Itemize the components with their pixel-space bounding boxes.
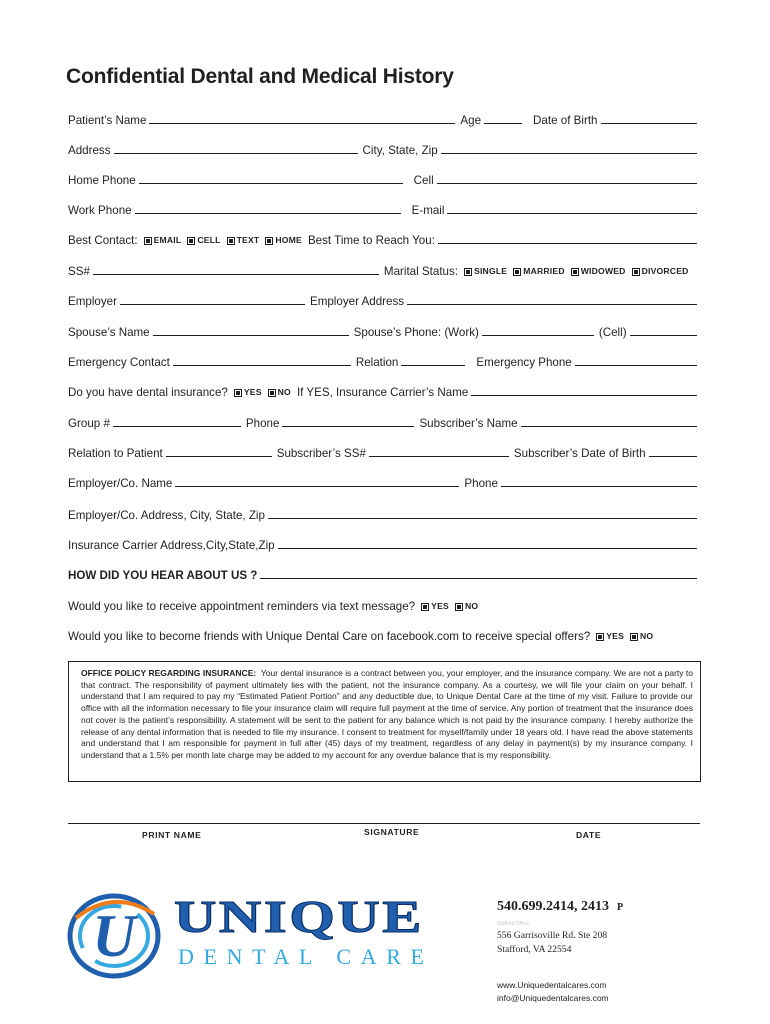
row-emergency [68,353,701,369]
field-cell[interactable] [437,183,697,184]
signature-label: SIGNATURE [364,827,420,837]
checkbox-married[interactable] [513,268,521,276]
checkbox-email[interactable] [144,237,152,245]
field-carrier-name[interactable] [471,395,697,396]
label-facebook: Would you like to become friends with Unique Dental Care on facebook.com to receive special offers? [68,630,591,643]
insurance-policy-box [68,661,701,782]
label-cell: Cell [413,174,434,187]
field-emergency-contact[interactable] [173,365,351,366]
label-employer-co-name: Employer/Co. Name [68,477,173,490]
label-subscriber-dob: Subscriber’s Date of Birth [513,447,646,460]
label-patient-name: Patient’s Name [68,114,147,127]
field-employer[interactable] [120,304,305,305]
label-group: Group # [68,417,110,430]
row-home-phone [68,171,701,187]
phone-suffix: P [617,902,624,913]
checkbox-divorced[interactable] [632,268,640,276]
label-marital-status: Marital Status: [383,265,459,278]
row-hear-about [68,566,701,582]
row-address [68,141,701,157]
checkbox-text[interactable] [227,237,235,245]
field-patient-name[interactable] [149,123,455,124]
website-link[interactable]: www.Uniquedentalcares.com [497,980,607,990]
checkbox-text-no[interactable] [455,603,463,611]
field-hear-about[interactable] [260,578,697,579]
field-age[interactable] [484,123,522,124]
field-subscriber-name[interactable] [521,426,697,427]
label-ssn: SS# [68,265,90,278]
label-spouse-phone-work: Spouse’s Phone: (Work) [353,326,479,339]
checkbox-single[interactable] [464,268,472,276]
label-spouse-name: Spouse’s Name [68,326,150,339]
page-title: Confidential Dental and Medical History [66,65,454,88]
label-emergency-phone: Emergency Phone [476,356,572,369]
checkbox-facebook-no[interactable] [630,633,638,641]
label-emergency-contact: Emergency Contact [68,356,170,369]
option-cell: CELL [197,235,221,245]
row-ssn [68,262,701,278]
field-relation-to-patient[interactable] [166,456,272,457]
faint-office-text: Stafford Office [497,921,529,927]
option-email: EMAIL [153,235,182,245]
label-employer-address: Employer Address [309,295,405,308]
option-text-no: NO [464,601,479,611]
label-address: Address [68,144,111,157]
row-facebook [68,627,701,643]
option-facebook-yes: YES [606,631,625,641]
logo-title-unique: UNIQUE [174,891,424,942]
label-email: E-mail [411,204,445,217]
policy-heading: OFFICE POLICY REGARDING INSURANCE: [81,668,257,678]
label-subscriber-ssn: Subscriber’s SS# [276,447,366,460]
row-relation-to-patient [68,444,701,460]
field-dob[interactable] [601,123,698,124]
field-work-phone[interactable] [135,213,401,214]
field-address[interactable] [114,153,358,154]
label-insurance-phone: Phone [245,417,280,430]
option-text: TEXT [236,235,260,245]
option-facebook-no: NO [640,631,654,641]
row-work-phone [68,201,701,217]
date-label: DATE [576,830,602,840]
label-age: Age [460,114,482,127]
label-text-reminders: Would you like to receive appointment reminders via text message? [68,600,416,613]
label-employer-co-phone: Phone [464,477,498,490]
field-spouse-phone-cell[interactable] [630,335,697,336]
label-home-phone: Home Phone [68,174,136,187]
field-home-phone[interactable] [139,183,403,184]
field-carrier-address[interactable] [278,548,697,549]
field-spouse-name[interactable] [153,335,349,336]
field-emergency-phone[interactable] [575,365,697,366]
field-subscriber-ssn[interactable] [369,456,509,457]
field-best-time[interactable] [438,243,697,244]
logo-subtitle: DENTAL CARE [178,944,424,969]
row-patient [68,111,701,127]
label-hear-about: HOW DID YOU HEAR ABOUT US ? [68,569,258,582]
row-spouse [68,323,701,339]
field-group[interactable] [113,426,241,427]
checkbox-widowed[interactable] [571,268,579,276]
label-city-state-zip: City, State, Zip [362,144,438,157]
option-insurance-yes: YES [243,387,262,397]
checkbox-facebook-yes[interactable] [596,633,604,641]
office-phone[interactable]: 540.699.2414, 2413 [497,899,609,914]
label-dental-insurance: Do you have dental insurance? [68,386,228,399]
row-employer-co [68,474,701,490]
label-best-contact: Best Contact: [68,234,138,247]
option-single: SINGLE [474,266,508,276]
option-divorced: DIVORCED [641,266,689,276]
label-relation: Relation [355,356,399,369]
field-insurance-phone[interactable] [282,426,414,427]
email-link[interactable]: info@Uniquedentalcares.com [497,993,609,1003]
option-insurance-no: NO [277,387,291,397]
label-relation-to-patient: Relation to Patient [68,447,163,460]
option-widowed: WIDOWED [580,266,626,276]
row-carrier-address [68,536,701,552]
field-employer-co-name[interactable] [175,486,459,487]
label-best-time: Best Time to Reach You: [307,234,435,247]
field-employer-co-phone[interactable] [501,486,697,487]
field-subscriber-dob[interactable] [649,456,697,457]
policy-body: Your dental insurance is a contract between you, your employer, and the insurance company. We are not a party to that contract. The responsibility of payment ultimately lies with the patient, not the insurance company. As a courtesy, we will file your claim on your behalf. I understand that I am required to pay my “Estimated Patient Portion” and any deductible due, to Unique Dental Care at the time of my visit. Failure to provide our office with all the information necessary to file your insurance claim will require full payment at the time of service. Any portion of treatment that the insurance does not cover is the patient’s responsibility. A statement will be sent to the patient for any balance which is not paid by the insurance company. I hereby authorize the release of any dental information that is needed to file my insurance. I consent to treatment for myself/family under 18 years old. I have read the above statements and understand that I am responsible for payment in full after (45) days of my treatment, regardless of any delay in payment(s) by my insurance company. I understand that a 1.5% per month late charge may be added to my account for any overdue balance that is my responsibility. [81,668,694,760]
unique-dental-care-logo [62,884,432,984]
label-dob: Date of Birth [533,114,598,127]
option-married: MARRIED [523,266,565,276]
checkbox-text-yes[interactable] [421,603,429,611]
label-employer: Employer [68,295,117,308]
label-carrier-name: If YES, Insurance Carrier’s Name [296,386,469,399]
checkbox-cell[interactable] [187,237,195,245]
checkbox-insurance-yes[interactable] [234,389,242,397]
logo-monogram: U [92,903,136,969]
contact-block [497,897,623,1005]
option-home: HOME [275,235,302,245]
signature-line[interactable] [68,823,700,824]
row-best-contact [68,231,701,247]
option-text-yes: YES [431,601,449,611]
address-street: 556 Garrisoville Rd. Ste 208 [497,930,608,941]
checkbox-home[interactable] [265,237,273,245]
address-city: Stafford, VA 22554 [497,944,572,955]
row-employer [68,292,701,308]
label-subscriber-name: Subscriber’s Name [419,417,518,430]
label-employer-co-address: Employer/Co. Address, City, State, Zip [68,509,265,522]
field-city-state-zip[interactable] [441,153,697,154]
label-carrier-address: Insurance Carrier Address,City,State,Zip [68,539,275,552]
row-group [68,414,701,430]
label-spouse-phone-cell: (Cell) [598,326,627,339]
field-email[interactable] [447,213,697,214]
print-name-label: PRINT NAME [142,830,202,840]
checkbox-insurance-no[interactable] [268,389,276,397]
label-work-phone: Work Phone [68,204,132,217]
row-employer-co-address [68,506,701,522]
row-text-reminders [68,597,701,613]
field-employer-address[interactable] [407,304,697,305]
field-employer-co-address[interactable] [268,518,697,519]
field-spouse-phone-work[interactable] [482,335,594,336]
field-relation[interactable] [401,365,465,366]
field-ssn[interactable] [93,274,379,275]
row-dental-insurance [68,383,701,399]
